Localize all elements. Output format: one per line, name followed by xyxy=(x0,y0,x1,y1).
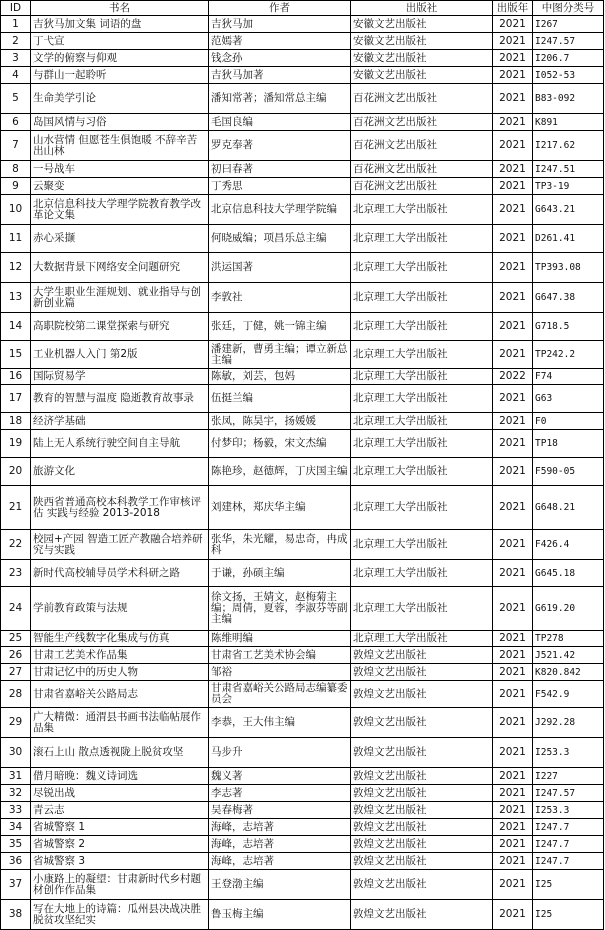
cell-id: 38 xyxy=(1,900,31,930)
cell-author: 丁秀思 xyxy=(209,178,351,195)
cell-id: 25 xyxy=(1,631,31,647)
cell-publisher: 敦煌文艺出版社 xyxy=(351,681,493,708)
cell-class-number: F426.4 xyxy=(533,530,604,560)
cell-title: 尽锐出战 xyxy=(31,785,209,802)
cell-publisher: 敦煌文艺出版社 xyxy=(351,738,493,768)
cell-publisher: 北京理工大学出版社 xyxy=(351,385,493,413)
cell-author: 吉狄马加 xyxy=(209,16,351,33)
cell-id: 32 xyxy=(1,785,31,802)
cell-title: 国际贸易学 xyxy=(31,369,209,385)
table-row xyxy=(1,50,604,67)
cell-author: 陈敏，刘芸，包妈 xyxy=(209,369,351,385)
cell-year: 2021 xyxy=(493,486,533,530)
cell-publisher: 安徽文艺出版社 xyxy=(351,33,493,50)
cell-id: 20 xyxy=(1,458,31,486)
cell-author: 陈维明编 xyxy=(209,631,351,647)
cell-title: 甘肃记忆中的历史人物 xyxy=(31,664,209,681)
cell-title: 丁弋宣 xyxy=(31,33,209,50)
cell-class-number: G643.21 xyxy=(533,195,604,225)
cell-title: 文学的俯察与仰观 xyxy=(31,50,209,67)
cell-year: 2021 xyxy=(493,430,533,458)
cell-class-number: D261.41 xyxy=(533,225,604,253)
cell-publisher: 北京理工大学出版社 xyxy=(351,430,493,458)
table-row xyxy=(1,785,604,802)
cell-author: 李志著 xyxy=(209,785,351,802)
cell-title: 广大精微：通渭县书画书法临帖展作品集 xyxy=(31,708,209,738)
cell-publisher: 北京理工大学出版社 xyxy=(351,587,493,631)
cell-year: 2021 xyxy=(493,530,533,560)
cell-publisher: 敦煌文艺出版社 xyxy=(351,785,493,802)
cell-id: 27 xyxy=(1,664,31,681)
cell-publisher: 安徽文艺出版社 xyxy=(351,16,493,33)
table-row xyxy=(1,313,604,341)
table-row xyxy=(1,647,604,664)
cell-class-number: TP242.2 xyxy=(533,341,604,369)
cell-publisher: 敦煌文艺出版社 xyxy=(351,802,493,819)
cell-author: 魏义著 xyxy=(209,768,351,785)
cell-author: 王登渤主编 xyxy=(209,870,351,900)
cell-class-number: I052-53 xyxy=(533,67,604,84)
table-row xyxy=(1,681,604,708)
cell-year: 2021 xyxy=(493,161,533,178)
cell-author: 洪运国著 xyxy=(209,253,351,283)
cell-class-number: TP393.08 xyxy=(533,253,604,283)
cell-id: 28 xyxy=(1,681,31,708)
cell-year: 2021 xyxy=(493,819,533,836)
table-row xyxy=(1,560,604,587)
header-publisher: 出版社 xyxy=(351,1,493,16)
cell-author: 刘建林，郑庆华主编 xyxy=(209,486,351,530)
cell-title: 大数据背景下网络安全问题研究 xyxy=(31,253,209,283)
cell-year: 2021 xyxy=(493,283,533,313)
table-row xyxy=(1,283,604,313)
table-row xyxy=(1,161,604,178)
table-row xyxy=(1,33,604,50)
cell-id: 26 xyxy=(1,647,31,664)
cell-author: 初曰春著 xyxy=(209,161,351,178)
cell-year: 2022 xyxy=(493,369,533,385)
cell-author: 鲁玉梅主编 xyxy=(209,900,351,930)
cell-title: 经济学基础 xyxy=(31,413,209,430)
cell-title: 借月暗晚：魏义诗词选 xyxy=(31,768,209,785)
table-row xyxy=(1,16,604,33)
cell-year: 2021 xyxy=(493,313,533,341)
cell-year: 2021 xyxy=(493,67,533,84)
cell-id: 37 xyxy=(1,870,31,900)
cell-year: 2021 xyxy=(493,785,533,802)
cell-id: 8 xyxy=(1,161,31,178)
cell-class-number: TP18 xyxy=(533,430,604,458)
cell-class-number: I247.51 xyxy=(533,161,604,178)
cell-id: 35 xyxy=(1,836,31,853)
cell-class-number: I25 xyxy=(533,900,604,930)
table-row xyxy=(1,84,604,114)
table-row xyxy=(1,385,604,413)
table-row xyxy=(1,530,604,560)
table-row xyxy=(1,631,604,647)
cell-title: 陆上无人系统行驶空间自主导航 xyxy=(31,430,209,458)
cell-class-number: F0 xyxy=(533,413,604,430)
cell-id: 21 xyxy=(1,486,31,530)
cell-author: 伍挺兰编 xyxy=(209,385,351,413)
cell-author: 甘肃省工艺美术协会编 xyxy=(209,647,351,664)
cell-class-number: G647.38 xyxy=(533,283,604,313)
cell-year: 2021 xyxy=(493,681,533,708)
table-row xyxy=(1,369,604,385)
cell-title: 省城警察 1 xyxy=(31,819,209,836)
cell-year: 2021 xyxy=(493,33,533,50)
cell-class-number: F590-05 xyxy=(533,458,604,486)
table-row xyxy=(1,738,604,768)
cell-author: 付梦印；杨毅，宋文杰编 xyxy=(209,430,351,458)
cell-title: 写在大地上的诗篇：瓜州县决战决胜脱贫攻坚纪实 xyxy=(31,900,209,930)
table-row xyxy=(1,900,604,930)
cell-author: 范嫣著 xyxy=(209,33,351,50)
cell-class-number: G619.20 xyxy=(533,587,604,631)
cell-id: 33 xyxy=(1,802,31,819)
table-row xyxy=(1,836,604,853)
cell-year: 2021 xyxy=(493,413,533,430)
cell-year: 2021 xyxy=(493,50,533,67)
cell-class-number: I206.7 xyxy=(533,50,604,67)
cell-title: 云聚变 xyxy=(31,178,209,195)
cell-id: 14 xyxy=(1,313,31,341)
table-row xyxy=(1,587,604,631)
cell-class-number: I247.57 xyxy=(533,33,604,50)
cell-id: 29 xyxy=(1,708,31,738)
cell-year: 2021 xyxy=(493,870,533,900)
cell-title: 教育的智慧与温度 隐逝教育故事录 xyxy=(31,385,209,413)
cell-id: 16 xyxy=(1,369,31,385)
table-row xyxy=(1,486,604,530)
cell-year: 2021 xyxy=(493,195,533,225)
table-row xyxy=(1,430,604,458)
cell-class-number: I247.7 xyxy=(533,853,604,870)
cell-author: 邹裕 xyxy=(209,664,351,681)
cell-title: 大学生职业生涯规划、就业指导与创新创业篇 xyxy=(31,283,209,313)
cell-title: 岛国风情与习俗 xyxy=(31,114,209,131)
cell-id: 3 xyxy=(1,50,31,67)
cell-class-number: I227 xyxy=(533,768,604,785)
header-id: ID xyxy=(1,1,31,16)
cell-id: 1 xyxy=(1,16,31,33)
cell-class-number: K891 xyxy=(533,114,604,131)
cell-publisher: 百花洲文艺出版社 xyxy=(351,161,493,178)
cell-author: 张华，朱光耀，易忠奇，冉成科 xyxy=(209,530,351,560)
cell-year: 2021 xyxy=(493,458,533,486)
cell-class-number: G718.5 xyxy=(533,313,604,341)
cell-year: 2021 xyxy=(493,738,533,768)
cell-publisher: 北京理工大学出版社 xyxy=(351,341,493,369)
cell-class-number: F542.9 xyxy=(533,681,604,708)
cell-class-number: J292.28 xyxy=(533,708,604,738)
cell-id: 17 xyxy=(1,385,31,413)
cell-class-number: TP278 xyxy=(533,631,604,647)
cell-id: 13 xyxy=(1,283,31,313)
table-row xyxy=(1,413,604,430)
cell-author: 海峰，志培著 xyxy=(209,853,351,870)
cell-title: 甘肃工艺美术作品集 xyxy=(31,647,209,664)
cell-title: 一号战车 xyxy=(31,161,209,178)
cell-publisher: 敦煌文艺出版社 xyxy=(351,708,493,738)
cell-year: 2021 xyxy=(493,802,533,819)
cell-class-number: B83-092 xyxy=(533,84,604,114)
header-row xyxy=(1,1,604,16)
cell-year: 2021 xyxy=(493,853,533,870)
cell-publisher: 百花洲文艺出版社 xyxy=(351,131,493,161)
cell-publisher: 敦煌文艺出版社 xyxy=(351,836,493,853)
cell-id: 2 xyxy=(1,33,31,50)
cell-title: 智能生产线数字化集成与仿真 xyxy=(31,631,209,647)
cell-publisher: 北京理工大学出版社 xyxy=(351,225,493,253)
cell-year: 2021 xyxy=(493,587,533,631)
cell-title: 与群山一起聆听 xyxy=(31,67,209,84)
cell-title: 旅游文化 xyxy=(31,458,209,486)
cell-publisher: 百花洲文艺出版社 xyxy=(351,114,493,131)
cell-author: 海峰，志培著 xyxy=(209,836,351,853)
cell-author: 李恭，王大伟主编 xyxy=(209,708,351,738)
cell-author: 吴春梅著 xyxy=(209,802,351,819)
cell-title: 甘肃省嘉峪关公路局志 xyxy=(31,681,209,708)
cell-id: 18 xyxy=(1,413,31,430)
cell-publisher: 北京理工大学出版社 xyxy=(351,486,493,530)
cell-title: 小康路上的凝望：甘肃新时代乡村题材创作作品集 xyxy=(31,870,209,900)
cell-year: 2021 xyxy=(493,225,533,253)
cell-year: 2021 xyxy=(493,836,533,853)
cell-title: 省城警察 3 xyxy=(31,853,209,870)
cell-id: 12 xyxy=(1,253,31,283)
cell-class-number: G645.18 xyxy=(533,560,604,587)
cell-publisher: 北京理工大学出版社 xyxy=(351,369,493,385)
cell-title: 生命美学引论 xyxy=(31,84,209,114)
cell-title: 高职院校第二课堂探索与研究 xyxy=(31,313,209,341)
cell-class-number: I247.7 xyxy=(533,819,604,836)
cell-year: 2021 xyxy=(493,385,533,413)
cell-id: 31 xyxy=(1,768,31,785)
table-row xyxy=(1,664,604,681)
cell-publisher: 北京理工大学出版社 xyxy=(351,195,493,225)
cell-title: 赤心采撷 xyxy=(31,225,209,253)
cell-id: 22 xyxy=(1,530,31,560)
table-row xyxy=(1,253,604,283)
cell-id: 11 xyxy=(1,225,31,253)
cell-title: 校园+产园 智造工匠产教融合培养研究与实践 xyxy=(31,530,209,560)
cell-publisher: 北京理工大学出版社 xyxy=(351,530,493,560)
cell-id: 6 xyxy=(1,114,31,131)
cell-publisher: 北京理工大学出版社 xyxy=(351,283,493,313)
header-author: 作者 xyxy=(209,1,351,16)
cell-class-number: TP3-19 xyxy=(533,178,604,195)
cell-year: 2021 xyxy=(493,560,533,587)
cell-id: 9 xyxy=(1,178,31,195)
cell-title: 新时代高校辅导员学术科研之路 xyxy=(31,560,209,587)
cell-year: 2021 xyxy=(493,768,533,785)
cell-title: 学前教育政策与法规 xyxy=(31,587,209,631)
cell-class-number: G648.21 xyxy=(533,486,604,530)
cell-author: 何晓威编；项昌乐总主编 xyxy=(209,225,351,253)
table-row xyxy=(1,802,604,819)
cell-publisher: 北京理工大学出版社 xyxy=(351,458,493,486)
cell-author: 北京信息科技大学理学院编 xyxy=(209,195,351,225)
cell-year: 2021 xyxy=(493,114,533,131)
table-row xyxy=(1,870,604,900)
cell-publisher: 敦煌文艺出版社 xyxy=(351,870,493,900)
cell-year: 2021 xyxy=(493,341,533,369)
header-title: 书名 xyxy=(31,1,209,16)
cell-id: 10 xyxy=(1,195,31,225)
cell-author: 钱念孙 xyxy=(209,50,351,67)
cell-id: 4 xyxy=(1,67,31,84)
cell-publisher: 敦煌文艺出版社 xyxy=(351,819,493,836)
header-class-number: 中图分类号 xyxy=(533,1,604,16)
cell-year: 2021 xyxy=(493,647,533,664)
cell-publisher: 敦煌文艺出版社 xyxy=(351,664,493,681)
cell-class-number: J521.42 xyxy=(533,647,604,664)
cell-class-number: I25 xyxy=(533,870,604,900)
cell-publisher: 安徽文艺出版社 xyxy=(351,50,493,67)
cell-id: 30 xyxy=(1,738,31,768)
cell-author: 张凤，陈昊宇，扬媛媛 xyxy=(209,413,351,430)
cell-id: 5 xyxy=(1,84,31,114)
cell-author: 李敦社 xyxy=(209,283,351,313)
cell-author: 毛国良编 xyxy=(209,114,351,131)
cell-author: 吉狄马加著 xyxy=(209,67,351,84)
cell-publisher: 北京理工大学出版社 xyxy=(351,631,493,647)
table-row xyxy=(1,341,604,369)
cell-year: 2021 xyxy=(493,631,533,647)
table-row xyxy=(1,708,604,738)
cell-year: 2021 xyxy=(493,708,533,738)
cell-author: 甘肃省嘉峪关公路局志编纂委员会 xyxy=(209,681,351,708)
cell-publisher: 安徽文艺出版社 xyxy=(351,67,493,84)
cell-id: 23 xyxy=(1,560,31,587)
table-row xyxy=(1,195,604,225)
cell-title: 青云志 xyxy=(31,802,209,819)
table-row xyxy=(1,768,604,785)
cell-class-number: G63 xyxy=(533,385,604,413)
cell-id: 24 xyxy=(1,587,31,631)
cell-title: 北京信息科技大学理学院教育教学改革论文集 xyxy=(31,195,209,225)
cell-publisher: 北京理工大学出版社 xyxy=(351,313,493,341)
cell-publisher: 北京理工大学出版社 xyxy=(351,253,493,283)
cell-publisher: 敦煌文艺出版社 xyxy=(351,768,493,785)
cell-author: 潘知常著；潘知常总主编 xyxy=(209,84,351,114)
cell-id: 19 xyxy=(1,430,31,458)
cell-title: 陕西省普通高校本科教学工作审核评估 实践与经验 2013-2018 xyxy=(31,486,209,530)
cell-author: 潘建新，曹勇主编；谭立新总主编 xyxy=(209,341,351,369)
cell-class-number: I217.62 xyxy=(533,131,604,161)
cell-year: 2021 xyxy=(493,178,533,195)
table-row xyxy=(1,225,604,253)
table-row xyxy=(1,67,604,84)
cell-id: 34 xyxy=(1,819,31,836)
cell-year: 2021 xyxy=(493,664,533,681)
cell-year: 2021 xyxy=(493,131,533,161)
cell-author: 马步升 xyxy=(209,738,351,768)
cell-publisher: 百花洲文艺出版社 xyxy=(351,178,493,195)
cell-author: 张廷，丁健，姚一锦主编 xyxy=(209,313,351,341)
cell-class-number: I247.57 xyxy=(533,785,604,802)
table-body xyxy=(1,16,604,930)
header-year: 出版年 xyxy=(493,1,533,16)
cell-title: 吉狄马加文集 词语的盘 xyxy=(31,16,209,33)
table-row xyxy=(1,853,604,870)
cell-id: 15 xyxy=(1,341,31,369)
cell-author: 于谦，孙硕主编 xyxy=(209,560,351,587)
cell-class-number: I253.3 xyxy=(533,738,604,768)
cell-year: 2021 xyxy=(493,16,533,33)
cell-publisher: 敦煌文艺出版社 xyxy=(351,647,493,664)
table-row xyxy=(1,131,604,161)
cell-title: 省城警察 2 xyxy=(31,836,209,853)
cell-author: 海峰，志培著 xyxy=(209,819,351,836)
cell-class-number: F74 xyxy=(533,369,604,385)
cell-year: 2021 xyxy=(493,900,533,930)
cell-publisher: 敦煌文艺出版社 xyxy=(351,853,493,870)
cell-title: 滚石上山 散点透视陇上脱贫攻坚 xyxy=(31,738,209,768)
table-row xyxy=(1,178,604,195)
cell-publisher: 北京理工大学出版社 xyxy=(351,413,493,430)
table-row xyxy=(1,819,604,836)
cell-year: 2021 xyxy=(493,84,533,114)
cell-class-number: I247.7 xyxy=(533,836,604,853)
cell-publisher: 敦煌文艺出版社 xyxy=(351,900,493,930)
cell-id: 7 xyxy=(1,131,31,161)
table-row xyxy=(1,458,604,486)
cell-author: 徐文扬，王婧文，赵梅菊主编；周倩，夏蓉，李淑芬等副主编 xyxy=(209,587,351,631)
cell-class-number: K820.842 xyxy=(533,664,604,681)
cell-id: 36 xyxy=(1,853,31,870)
cell-publisher: 百花洲文艺出版社 xyxy=(351,84,493,114)
cell-year: 2021 xyxy=(493,253,533,283)
cell-publisher: 北京理工大学出版社 xyxy=(351,560,493,587)
cell-class-number: I253.3 xyxy=(533,802,604,819)
cell-title: 工业机器人入门 第2版 xyxy=(31,341,209,369)
cell-author: 陈艳珍，赵德辉，丁庆国主编 xyxy=(209,458,351,486)
cell-author: 罗克奉著 xyxy=(209,131,351,161)
table-row xyxy=(1,114,604,131)
cell-title: 山水营情 但愿苍生俱饱暖 不辞辛苦出山林 xyxy=(31,131,209,161)
cell-class-number: I267 xyxy=(533,16,604,33)
